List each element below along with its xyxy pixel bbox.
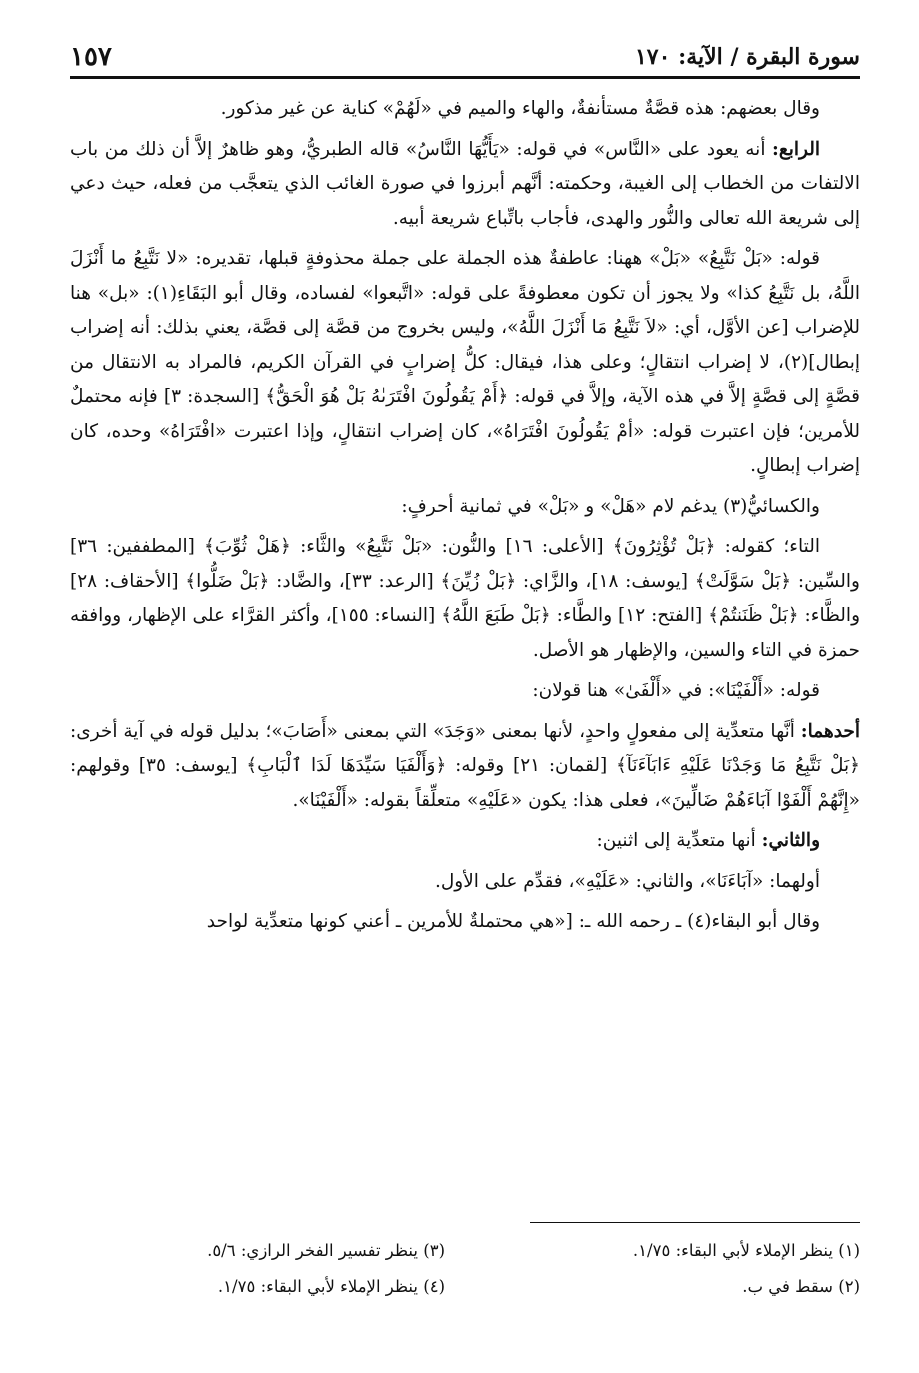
footnote-4: (٤) ينظر الإملاء لأبي البقاء: ١/٧٥.	[217, 1277, 445, 1296]
paragraph-6: قوله: «أَلْفَيْنَا»: في «أَلْفَىٰ» هنا قولان:	[532, 680, 820, 701]
paragraph-7-text: أنَّها متعدِّية إلى مفعولٍ واحدٍ، لأنها بمعنى «وَجَدَ» التي بمعنى «أَصَابَ»؛ بدليل قوله في آية أخرى: ﴿بَلْ نَتَّبِعُ مَا وَجَدْنَا عَلَيْهِ ءَابَآءَنَآ﴾ [لقمان: ٢١] وقوله: ﴿وَأَلْفَيَا سَيِّدَهَا لَدَا ٱلْبَابِ﴾ [يوسف: ٣٥] وقولهم: «إِنَّهُمْ أَلْفَوْا آبَاءَهُمْ ضَالِّينَ»، فعلى هذا: يكون «عَلَيْهِ» متعلِّقاً بقوله: «أَلْفَيْنَا».	[70, 720, 860, 811]
paragraph-2-text: أنه يعود على «النَّاس» في قوله: «يَأَيُّهَا النَّاسُ» قاله الطبريُّ، وهو ظاهرٌ إلاَّ أن ذلك من باب الالتفات من الخطاب إلى الغيبة، وحكمته: أنَّهم أبرزوا في صورة الغائب الذي يتعجَّب من فعله، حيث دعي إلى شريعة الله تعالى والنُّور والهدى، فأجاب باتِّباع شريعة أبيه.	[70, 138, 860, 229]
paragraph-1: وقال بعضهم: هذه قصَّةٌ مستأنفةٌ، والهاء والميم في «لَهُمْ» كناية عن غير مذكور.	[220, 98, 820, 119]
paragraph-3: قوله: «بَلْ نَتَّبِعُ» «بَلْ» ههنا: عاطفةٌ هذه الجملة على جملة محذوفةٍ قبلها، تقديره: «لا نَتَّبِعُ ما أَنْزَلَ اللَّهُ، بل نَتَّبِعُ كذا» ولا يجوز أن تكون معطوفةً على قوله: «اتَّبعوا» لفساده، وقال أبو البَقَاءِ(١): «بل» هنا للإضراب [عن الأوَّل، أي: «لاَ نَتَّبِعُ مَا أَنْزَلَ اللَّهُ»، وليس بخروج من قصَّة إلى قصَّة، يعني بذلك: أنه إضراب إبطال](٢)، لا إضراب انتقالٍ؛ وعلى هذا، فيقال: كلُّ إضرابٍ في القرآن الكريم، فالمراد به الانتقال من قصَّةٍ إلى قصَّةٍ إلاَّ في هذه الآية، وإلاَّ في قوله: ﴿أَمْ يَقُولُونَ افْتَرَىٰهُ بَلْ هُوَ الْحَقُّ﴾ [السجدة: ٣] فإنه محتملٌ للأمرين؛ فإن اعتبرت قوله: «أمْ يَقُولُونَ افْتَرَاهُ»، كان إضراب انتقالٍ، وإذا اعتبرت «افْتَرَاهُ» وحده، كان إضراب إبطالٍ.	[70, 248, 861, 476]
footnote-3: (٣) ينظر تفسير الفخر الرازي: ٥/٦.	[207, 1241, 445, 1260]
paragraph-8-text: أنها متعدِّية إلى اثنين:	[596, 830, 762, 851]
paragraph-5: التاء؛ كقوله: ﴿بَلْ تُؤْثِرُونَ﴾ [الأعلى: ١٦] والنُّون: «بَلْ نَتَّبِعُ» والثَّاء: ﴿هَلْ ثُوِّبَ﴾ [المطففين: ٣٦] والسِّين: ﴿بَلْ سَوَّلَتْ﴾ [يوسف: ١٨]، والزَّاي: ﴿بَلْ زُيِّنَ﴾ [الرعد: ٣٣]، والضَّاد: ﴿بَلْ ضَلُّوا﴾ [الأحقاف: ٢٨] والظَّاء: ﴿بَلْ ظَنَنتُمْ﴾ [الفتح: ١٢] والطَّاء: ﴿بَلْ طَبَعَ اللَّهُ﴾ [النساء: ١٥٥]، وأكثر القرَّاء على الإظهار، ووافقه حمزة في التاء والسين، والإظهار هو الأصل.	[70, 536, 861, 661]
running-header	[70, 30, 860, 74]
paragraph-4: والكسائيُّ(٣) يدغم لام «هَلْ» و «بَلْ» في ثمانية أحرفٍ:	[401, 495, 820, 517]
paragraph-9: أولهما: «آبَاءَنَا»، والثاني: «عَلَيْهِ»، فقدِّم على الأول.	[434, 870, 820, 892]
book-page	[70, 30, 860, 1340]
paragraph-8-lead: والثاني:	[761, 830, 820, 851]
paragraph-7-lead: أحدهما:	[800, 720, 860, 742]
header-title: سورة البقرة / الآية: ١٧٠	[634, 44, 860, 70]
page-number: ١٥٧	[70, 42, 112, 72]
footnote-1: (١) ينظر الإملاء لأبي البقاء: ١/٧٥.	[632, 1241, 860, 1260]
main-text	[70, 92, 860, 946]
header-rule	[70, 76, 860, 79]
paragraph-2-lead: الرابع:	[772, 138, 820, 160]
footnote-rule	[530, 1222, 860, 1223]
paragraph-2	[70, 133, 860, 237]
footnote-2: (٢) سقط في ب.	[742, 1277, 860, 1296]
paragraph-7	[70, 715, 860, 819]
footnotes	[70, 1236, 860, 1302]
paragraph-10: وقال أبو البقاء(٤) ـ رحمه الله ـ: [«هي محتملةٌ للأمرين ـ أعني كونها متعدِّية لواحد	[206, 911, 820, 932]
paragraph-8	[70, 824, 860, 859]
